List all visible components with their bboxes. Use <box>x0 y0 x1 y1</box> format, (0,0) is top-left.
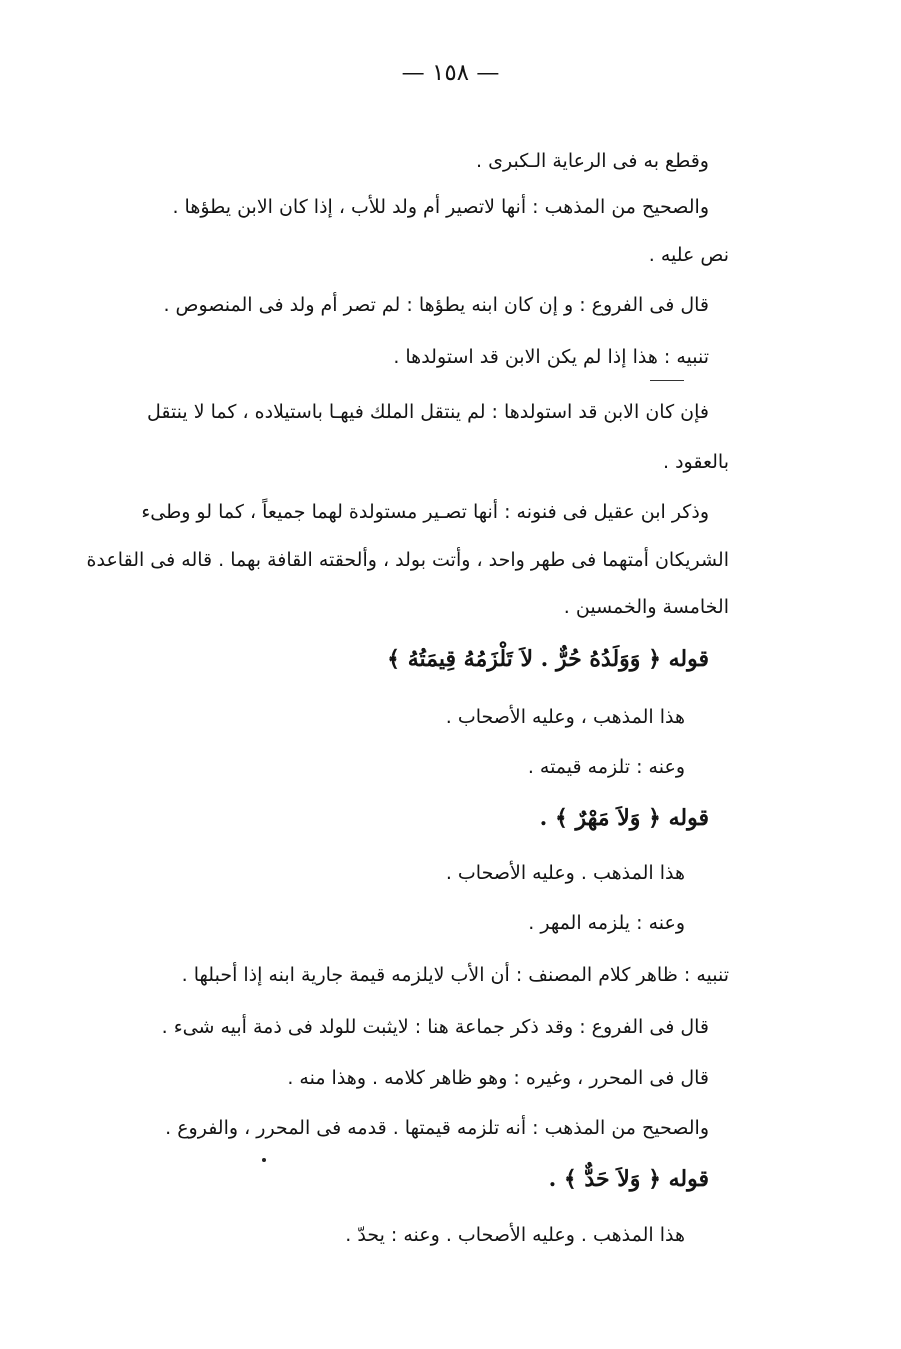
text-line: قال فى الفروع : وقد ذكر جماعة هنا : لايثبت للولد فى ذمة أبيه شىء . <box>161 1016 709 1038</box>
text-line: بالعقود . <box>663 451 729 473</box>
text-line: تنبيه : ظاهر كلام المصنف : أن الأب لايلزمه قيمة جارية ابنه إذا أحبلها . <box>181 964 729 986</box>
text-line: تنبيه : هذا إذا لم يكن الابن قد استولدها . <box>393 346 709 368</box>
underline-mark <box>650 380 684 381</box>
text-line: قال فى الفروع : و إن كان ابنه يطؤها : لم تصر أم ولد فى المنصوص . <box>163 294 709 316</box>
text-line: نص عليه . <box>648 244 729 266</box>
text-line: فإن كان الابن قد استولدها : لم ينتقل الملك فيهـا باستيلاده ، كما لا ينتقل <box>146 401 709 423</box>
text-line: وعنه : تلزمه قيمته . <box>527 756 685 778</box>
text-line: هذا المذهب . وعليه الأصحاب . <box>445 862 685 884</box>
text-line: والصحيح من المذهب : أنه تلزمه قيمتها . قدمه فى المحرر ، والفروع . <box>165 1117 709 1139</box>
text-line: قال فى المحرر ، وغيره : وهو ظاهر كلامه . وهذا منه . <box>287 1067 709 1089</box>
section-heading: قوله ﴿ وَوَلَدُهُ حُرٌّ . لاَ تَلْزَمُهُ قِيمَتُهُ ﴾ <box>387 646 709 672</box>
text-line: وقطع به فى الرعاية الـكبرى . <box>476 150 709 172</box>
text-line: الخامسة والخمسين . <box>563 596 729 618</box>
text-line: الشريكان أمتهما فى طهر واحد ، وأتت بولد ، وألحقته القافة بهما . قاله فى القاعدة <box>86 549 729 571</box>
section-heading: قوله ﴿ وَلاَ مَهْرٌ ﴾ . <box>539 805 709 831</box>
text-line: والصحيح من المذهب : أنها لاتصير أم ولد للأب ، إذا كان الابن يطؤها . <box>172 196 709 218</box>
section-heading: قوله ﴿ وَلاَ حَدٌّ ﴾ . <box>548 1166 709 1192</box>
page-number: — ١٥٨ — <box>401 60 500 86</box>
text-line: وعنه : يلزمه المهر . <box>528 912 685 934</box>
text-line: هذا المذهب . وعليه الأصحاب . وعنه : يحدّ . <box>345 1224 685 1246</box>
text-line: هذا المذهب ، وعليه الأصحاب . <box>445 706 685 728</box>
ink-dot <box>262 1158 266 1162</box>
text-line: وذكر ابن عقيل فى فنونه : أنها تصـير مستولدة لهما جميعاً ، كما لو وطىء <box>141 501 709 523</box>
